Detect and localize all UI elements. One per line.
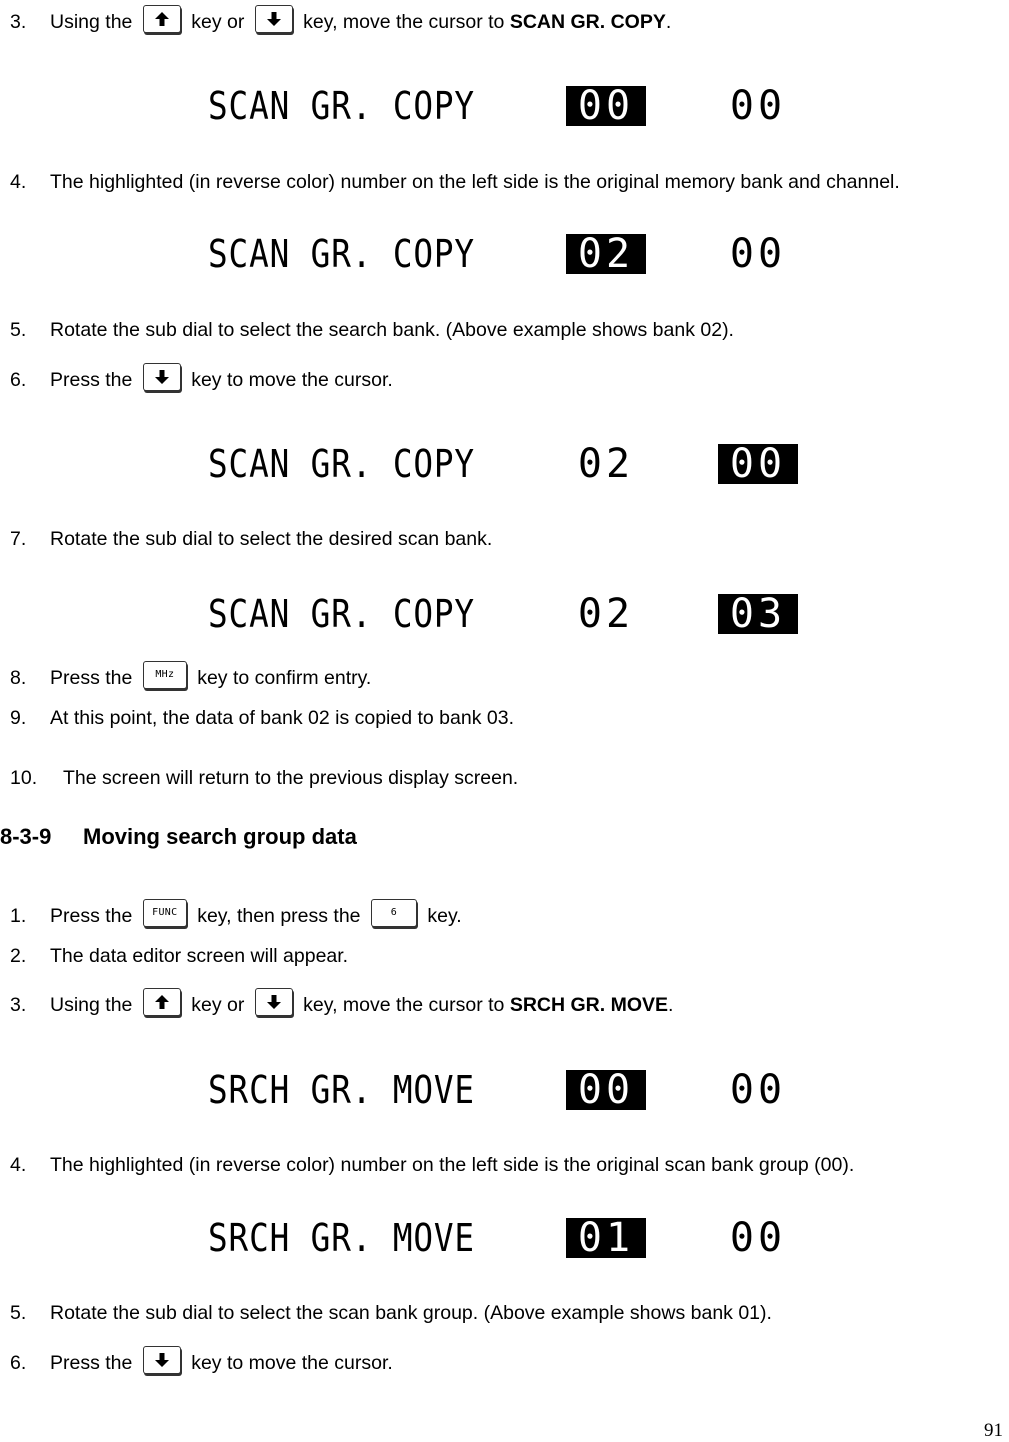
- page-number: 91: [984, 1420, 1003, 1441]
- lcd-display-6: SRCH GR. MOVE 01 00: [208, 1215, 787, 1261]
- six-key-icon: 6: [371, 899, 417, 927]
- down-arrow-key-icon: [143, 363, 181, 391]
- down-arrow-key-icon: [255, 5, 293, 33]
- down-arrow-key-icon: [143, 1346, 181, 1374]
- func-key-icon: FUNC: [143, 899, 187, 927]
- lcd-display-3: SCAN GR. COPY 02 00: [200, 440, 810, 488]
- mhz-key-icon: MHz: [143, 661, 187, 689]
- lcd-display-5: SRCH GR. MOVE 00 00: [208, 1067, 787, 1113]
- up-arrow-key-icon: [143, 5, 181, 33]
- lcd-display-1: SCAN GR. COPY 00 00: [208, 83, 787, 129]
- up-arrow-key-icon: [143, 988, 181, 1016]
- down-arrow-key-icon: [255, 988, 293, 1016]
- lcd-display-2: SCAN GR. COPY 02 00: [208, 231, 787, 277]
- lcd-display-4: SCAN GR. COPY 02 03: [200, 590, 810, 638]
